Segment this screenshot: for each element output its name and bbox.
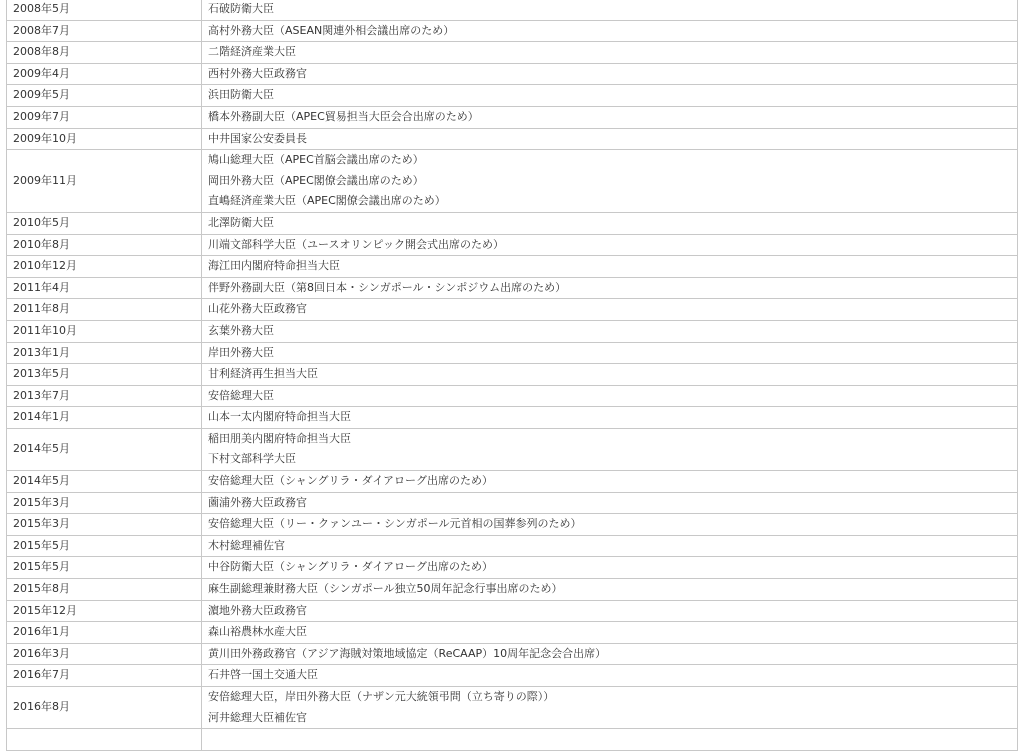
visitor-cell (202, 0, 1018, 20)
visitor-cell (202, 622, 1018, 644)
visit-date-cell: 2009年10月 (7, 128, 202, 150)
visit-date-cell: 2016年1月 (7, 622, 202, 644)
visit-date-cell: 2008年7月 (7, 20, 202, 42)
visitor-entry: 川端文部科学大臣（ユースオリンピック開会式出席のため） (208, 237, 505, 251)
visitor-entry: 木村総理補佐官 (208, 538, 285, 552)
visitor-cell (202, 535, 1018, 557)
table-row (7, 150, 1018, 213)
visitor-cell (202, 643, 1018, 665)
visitor-cell (202, 687, 1018, 729)
table-row (7, 622, 1018, 644)
visit-date-cell: 2015年3月 (7, 492, 202, 514)
table-row (7, 42, 1018, 64)
visit-date-cell: 2015年5月 (7, 557, 202, 579)
visitor-cell (202, 212, 1018, 234)
visit-date-cell: 2010年5月 (7, 212, 202, 234)
visitor-cell (202, 514, 1018, 536)
table-row (7, 342, 1018, 364)
visit-date-cell: 2015年5月 (7, 535, 202, 557)
visitor-cell (202, 665, 1018, 687)
visit-date-cell: 2016年8月 (7, 687, 202, 729)
visitor-entry: 岡田外務大臣（APEC閣僚会議出席のため） (208, 173, 424, 187)
visitor-entry: 鳩山総理大臣（APEC首脳会議出席のため） (208, 153, 424, 167)
visit-date-cell: 2015年8月 (7, 579, 202, 601)
visitor-entry: 安倍総理大臣（リー・クァンユー・シンガポール元首相の国葬参列のため） (208, 517, 582, 531)
visitor-cell (202, 42, 1018, 64)
visitor-cell (202, 256, 1018, 278)
visitor-entry: 直嶋経済産業大臣（APEC閣僚会議出席のため） (208, 194, 446, 208)
visitor-entry: 石井啓一国土交通大臣 (208, 668, 318, 682)
visitor-cell (202, 471, 1018, 493)
visitor-cell (202, 342, 1018, 364)
table-row (7, 428, 1018, 470)
visitor-cell (202, 492, 1018, 514)
visit-date-cell: 2009年11月 (7, 150, 202, 213)
visitor-cell (202, 320, 1018, 342)
visitor-entry: 山本一太内閣府特命担当大臣 (208, 410, 351, 424)
visitor-cell (202, 385, 1018, 407)
visitor-entry: 安倍総理大臣 (208, 388, 274, 402)
visit-date-cell (7, 729, 202, 751)
visitor-entry: 橋本外務副大臣（APEC貿易担当大臣会合出席のため） (208, 109, 479, 123)
table-row (7, 106, 1018, 128)
table-row (7, 643, 1018, 665)
visitor-entry: 浜田防衛大臣 (208, 88, 274, 102)
visit-date-cell: 2008年8月 (7, 42, 202, 64)
visitor-entry: 森山裕農林水産大臣 (208, 625, 307, 639)
visitor-cell (202, 150, 1018, 213)
visitor-cell (202, 579, 1018, 601)
visitor-entry: 海江田内閣府特命担当大臣 (208, 259, 340, 273)
visitor-entry: 薗浦外務大臣政務官 (208, 495, 307, 509)
visitor-entry: 中谷防衛大臣（シャングリラ・ダイアローグ出席のため） (208, 560, 494, 574)
visit-date-cell: 2010年12月 (7, 256, 202, 278)
visit-date-cell: 2015年12月 (7, 600, 202, 622)
visitor-entry: 濵地外務大臣政務官 (208, 603, 307, 617)
visit-date-cell: 2008年5月 (7, 0, 202, 20)
table-row (7, 514, 1018, 536)
visitor-cell (202, 85, 1018, 107)
table-row (7, 256, 1018, 278)
table-row (7, 665, 1018, 687)
visitor-cell (202, 364, 1018, 386)
table-row (7, 557, 1018, 579)
visit-date-cell: 2009年4月 (7, 63, 202, 85)
visitor-cell (202, 729, 1018, 751)
visit-date-cell: 2009年7月 (7, 106, 202, 128)
visitor-entry: 北澤防衛大臣 (208, 215, 274, 229)
visitor-entry: 河井総理大臣補佐官 (208, 710, 307, 724)
table-row (7, 407, 1018, 429)
table-row (7, 212, 1018, 234)
table-row (7, 364, 1018, 386)
visit-date-cell: 2009年5月 (7, 85, 202, 107)
visitor-cell (202, 600, 1018, 622)
visitor-entry: 安倍総理大臣，岸田外務大臣（ナザン元大統領弔問（立ち寄りの際）） (208, 690, 555, 703)
table-row (7, 600, 1018, 622)
table-row (7, 63, 1018, 85)
visitor-entry (208, 729, 1011, 750)
visit-date-cell: 2014年5月 (7, 471, 202, 493)
visitor-cell (202, 407, 1018, 429)
visitor-entry: 黄川田外務政務官（アジア海賊対策地域協定（ReCAAP）10周年記念会合出席） (208, 646, 607, 660)
visitor-entry: 下村文部科学大臣 (208, 452, 296, 466)
visit-date-cell: 2014年1月 (7, 407, 202, 429)
table-row (7, 385, 1018, 407)
table-row (7, 234, 1018, 256)
table-row (7, 687, 1018, 729)
visitor-cell (202, 63, 1018, 85)
table-row (7, 277, 1018, 299)
visitor-entry: 石破防衛大臣 (208, 2, 274, 15)
visitor-cell (202, 299, 1018, 321)
table-row (7, 20, 1018, 42)
table-row (7, 535, 1018, 557)
visit-date-cell: 2014年5月 (7, 428, 202, 470)
table-row (7, 0, 1018, 20)
visit-date-cell: 2011年10月 (7, 320, 202, 342)
visits-table (6, 0, 1018, 751)
visitor-entry: 山花外務大臣政務官 (208, 302, 307, 316)
visit-date-cell: 2016年3月 (7, 643, 202, 665)
visitor-cell (202, 20, 1018, 42)
visitor-entry: 西村外務大臣政務官 (208, 66, 307, 80)
visitor-entry: 甘利経済再生担当大臣 (208, 367, 318, 381)
visitor-entry: 安倍総理大臣（シャングリラ・ダイアローグ出席のため） (208, 474, 494, 488)
visitor-cell (202, 277, 1018, 299)
visits-table-container (6, 0, 1017, 751)
table-row (7, 579, 1018, 601)
table-row (7, 471, 1018, 493)
visitor-entry: 中井国家公安委員長 (208, 131, 307, 145)
table-row (7, 85, 1018, 107)
visit-date-cell: 2013年1月 (7, 342, 202, 364)
visit-date-cell: 2015年3月 (7, 514, 202, 536)
visitor-entry: 二階経済産業大臣 (208, 45, 296, 59)
visitor-cell (202, 234, 1018, 256)
visit-date-cell: 2013年5月 (7, 364, 202, 386)
table-row (7, 492, 1018, 514)
table-row (7, 729, 1018, 751)
visitor-cell (202, 428, 1018, 470)
visit-date-cell: 2011年4月 (7, 277, 202, 299)
visits-table-body (7, 0, 1018, 750)
visitor-entry: 伴野外務副大臣（第8回日本・シンガポール・シンポジウム出席のため） (208, 280, 567, 294)
visitor-entry: 玄葉外務大臣 (208, 323, 274, 337)
visitor-cell (202, 128, 1018, 150)
visitor-entry: 高村外務大臣（ASEAN関連外相会議出席のため） (208, 23, 455, 37)
table-row (7, 128, 1018, 150)
visit-date-cell: 2010年8月 (7, 234, 202, 256)
visitor-entry: 岸田外務大臣 (208, 345, 274, 359)
visitor-cell (202, 557, 1018, 579)
visitor-cell (202, 106, 1018, 128)
visit-date-cell: 2016年7月 (7, 665, 202, 687)
table-row (7, 320, 1018, 342)
visitor-entry: 麻生副総理兼財務大臣（シンガポール独立50周年記念行事出席のため） (208, 582, 563, 596)
visit-date-cell: 2013年7月 (7, 385, 202, 407)
visitor-entry: 稲田朋美内閣府特命担当大臣 (208, 431, 351, 445)
table-row (7, 299, 1018, 321)
visit-date-cell: 2011年8月 (7, 299, 202, 321)
